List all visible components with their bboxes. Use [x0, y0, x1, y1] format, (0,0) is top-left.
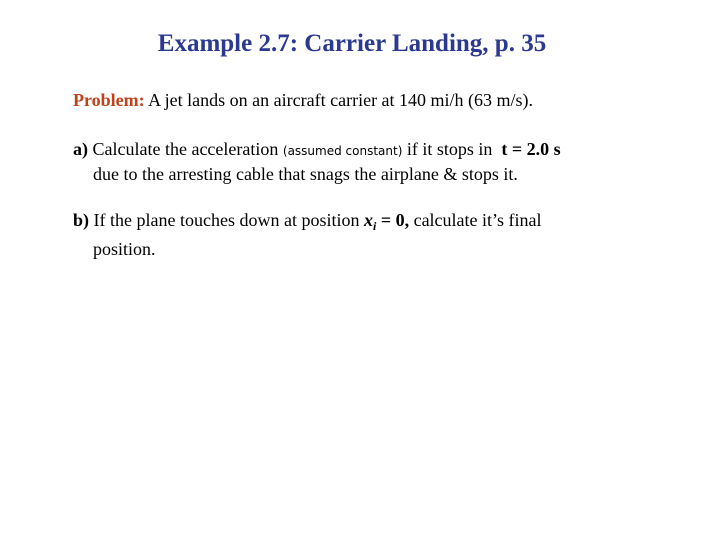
problem-label: Problem:: [73, 90, 145, 110]
problem-text: A jet lands on an aircraft carrier at 140 mi/h (63 m/s).: [148, 90, 534, 110]
part-b-text-1: If the plane touches down at position: [93, 210, 360, 230]
part-a-text-1: Calculate the acceleration: [92, 139, 279, 159]
part-b-position-value: = 0,: [380, 210, 410, 230]
part-b-variable-subscript: i: [372, 219, 377, 233]
part-a-time-value: t = 2.0 s: [501, 139, 561, 159]
part-a-text-2: if it stops in: [406, 139, 493, 159]
part-b-line-2: position.: [93, 239, 156, 259]
part-b-variable: [363, 210, 377, 233]
part-b-text-2: calculate it’s final: [413, 210, 542, 230]
part-b-line-1: [73, 209, 542, 238]
part-b-label: b): [73, 210, 90, 230]
part-a-line-2: due to the arresting cable that snags the airplane & stops it.: [93, 164, 518, 184]
part-a-note: (assumed constant): [282, 144, 403, 158]
problem-statement: [73, 90, 533, 111]
part-a-line-1: [73, 138, 561, 163]
slide-title: Example 2.7: Carrier Landing, p. 35: [157, 30, 547, 57]
part-b: [73, 209, 542, 261]
part-b-variable-x: x: [363, 210, 373, 230]
part-a: [73, 138, 561, 186]
part-a-label: a): [73, 139, 88, 159]
